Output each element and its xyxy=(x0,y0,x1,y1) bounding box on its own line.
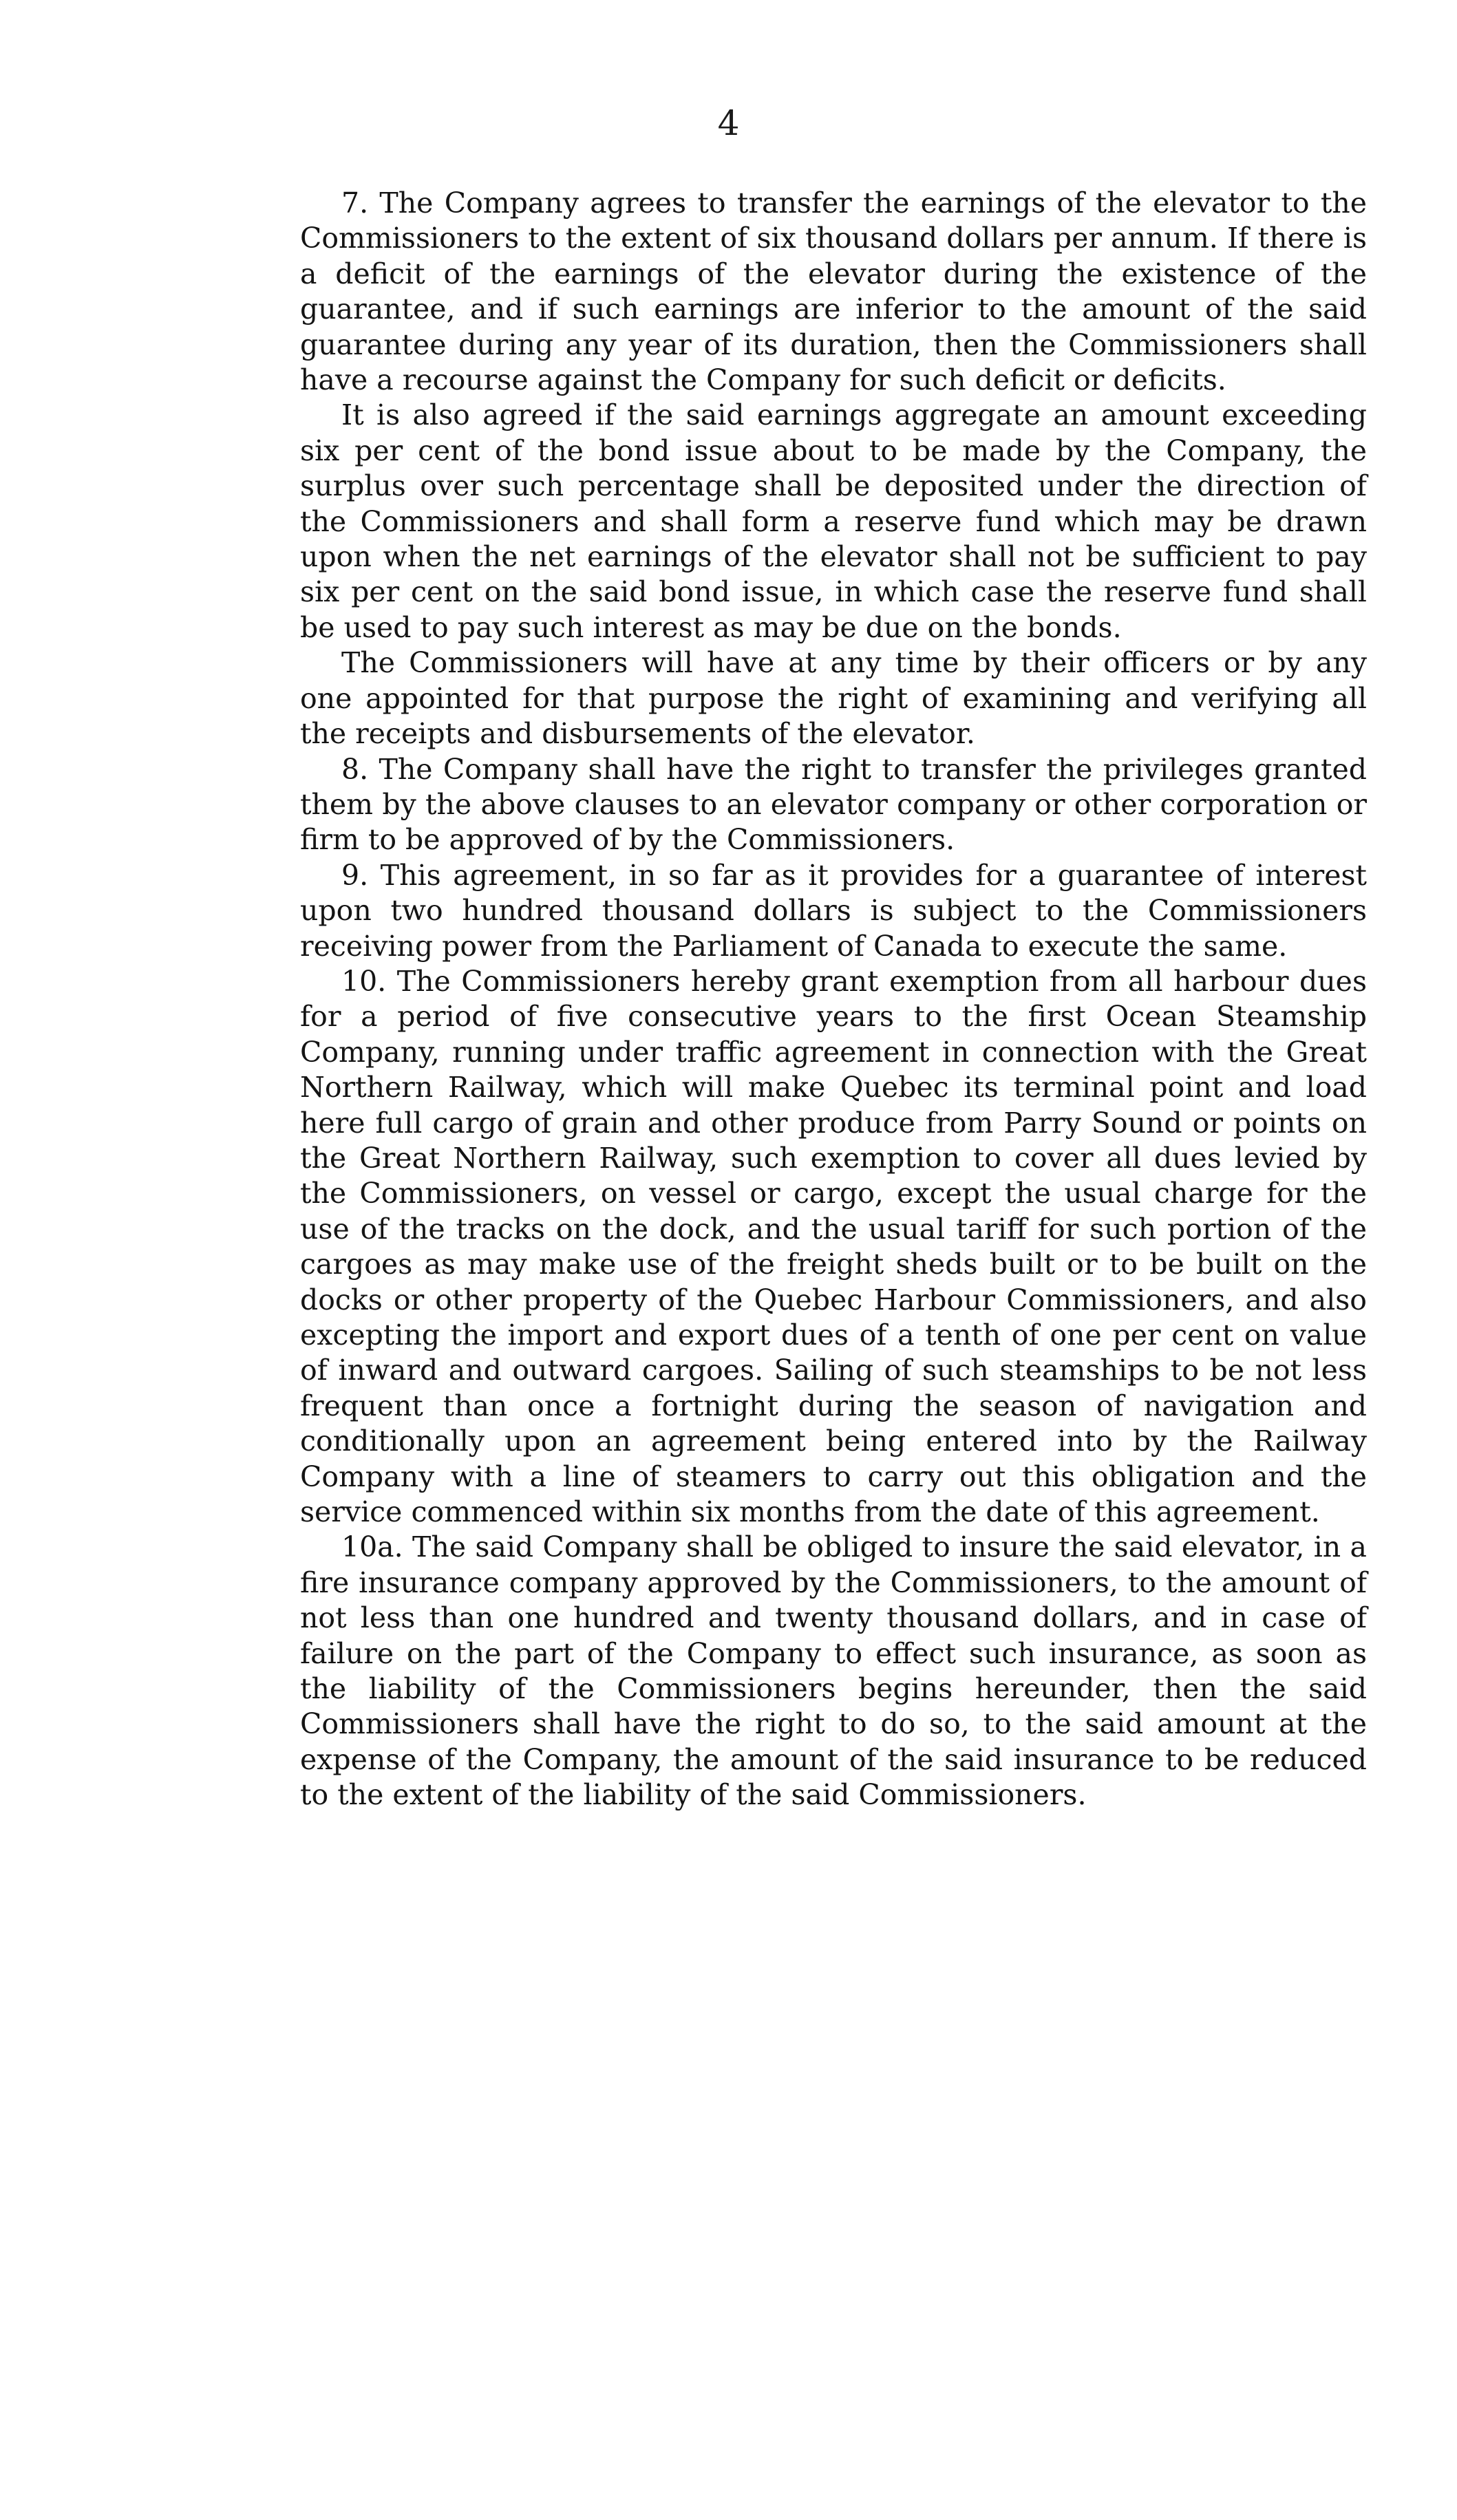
page-number: 4 xyxy=(717,103,740,143)
paragraph-reserve-fund: It is also agreed if the said earnings aggregate an amount exceeding six per cent of the bond issue about to be made by the Company, the surplus over such percentage shall be deposited under the direction of the Commissioners and shall form a reserve fund which may be drawn upon when the net earnings of the elevator shall not be sufficient to pay six per cent on the said bond issue, in which case the reserve fund shall be used to pay such interest as may be due on the bonds. xyxy=(300,398,1367,644)
paragraph-clause-10a: 10a. The said Company shall be obliged to insure the said elevator, in a fire insurance company approved by the Commissioners, to the amount of not less than one hundred and twenty thousand dollars, and in case of failure on the part of the Company to effect such insurance, as soon as the liability of the Commissioners begins hereunder, then the said Commissioners shall have the right to do so, to the said amount at the expense of the Company, the amount of the said insurance to be reduced to the extent of the liability of the said Commissioners. xyxy=(300,1530,1367,1812)
paragraph-clause-10: 10. The Commissioners hereby grant exemption from all harbour dues for a period of five consecutive years to the first Ocean Steamship Company, running under traffic agreement in connection with the Great Northern Railway, which will make Quebec its terminal point and load here full cargo of grain and other produce from Parry Sound or points on the Great Northern Railway, such exemption to cover all dues levied by the Commissioners, on vessel or cargo, except the usual charge for the use of the tracks on the dock, and the usual tariff for such portion of the cargoes as may make use of the freight sheds built or to be built on the docks or other property of the Quebec Harbour Commissioners, and also excepting the import and export dues of a tenth of one per cent on value of inward and outward cargoes. Sailing of such steamships to be not less frequent than once a fortnight during the season of navigation and conditionally upon an agreement being entered into by the Railway Company with a line of steamers to carry out this obligation and the service commenced within six months from the date of this agreement. xyxy=(300,964,1367,1529)
body-text xyxy=(300,186,1367,1813)
paragraph-clause-8: 8. The Company shall have the right to transfer the privileges granted them by the above clauses to an elevator company or other corporation or firm to be approved of by the Commissioners. xyxy=(300,752,1367,857)
paragraph-clause-7: 7. The Company agrees to transfer the earnings of the elevator to the Commissioners to the extent of six thousand dollars per annum. If there is a deficit of the earnings of the elevator during the existence of the guarantee, and if such earnings are inferior to the amount of the said guarantee during any year of its duration, then the Commissioners shall have a recourse against the Company for such deficit or deficits. xyxy=(300,186,1367,397)
paragraph-clause-9: 9. This agreement, in so far as it provides for a guarantee of interest upon two hundred thousand dollars is subject to the Commissioners receiving power from the Parliament of Canada to execute the same. xyxy=(300,858,1367,963)
paragraph-examination-rights: The Commissioners will have at any time by their officers or by any one appointed for that purpose the right of examining and verifying all the receipts and disbursements of the elevator. xyxy=(300,646,1367,751)
